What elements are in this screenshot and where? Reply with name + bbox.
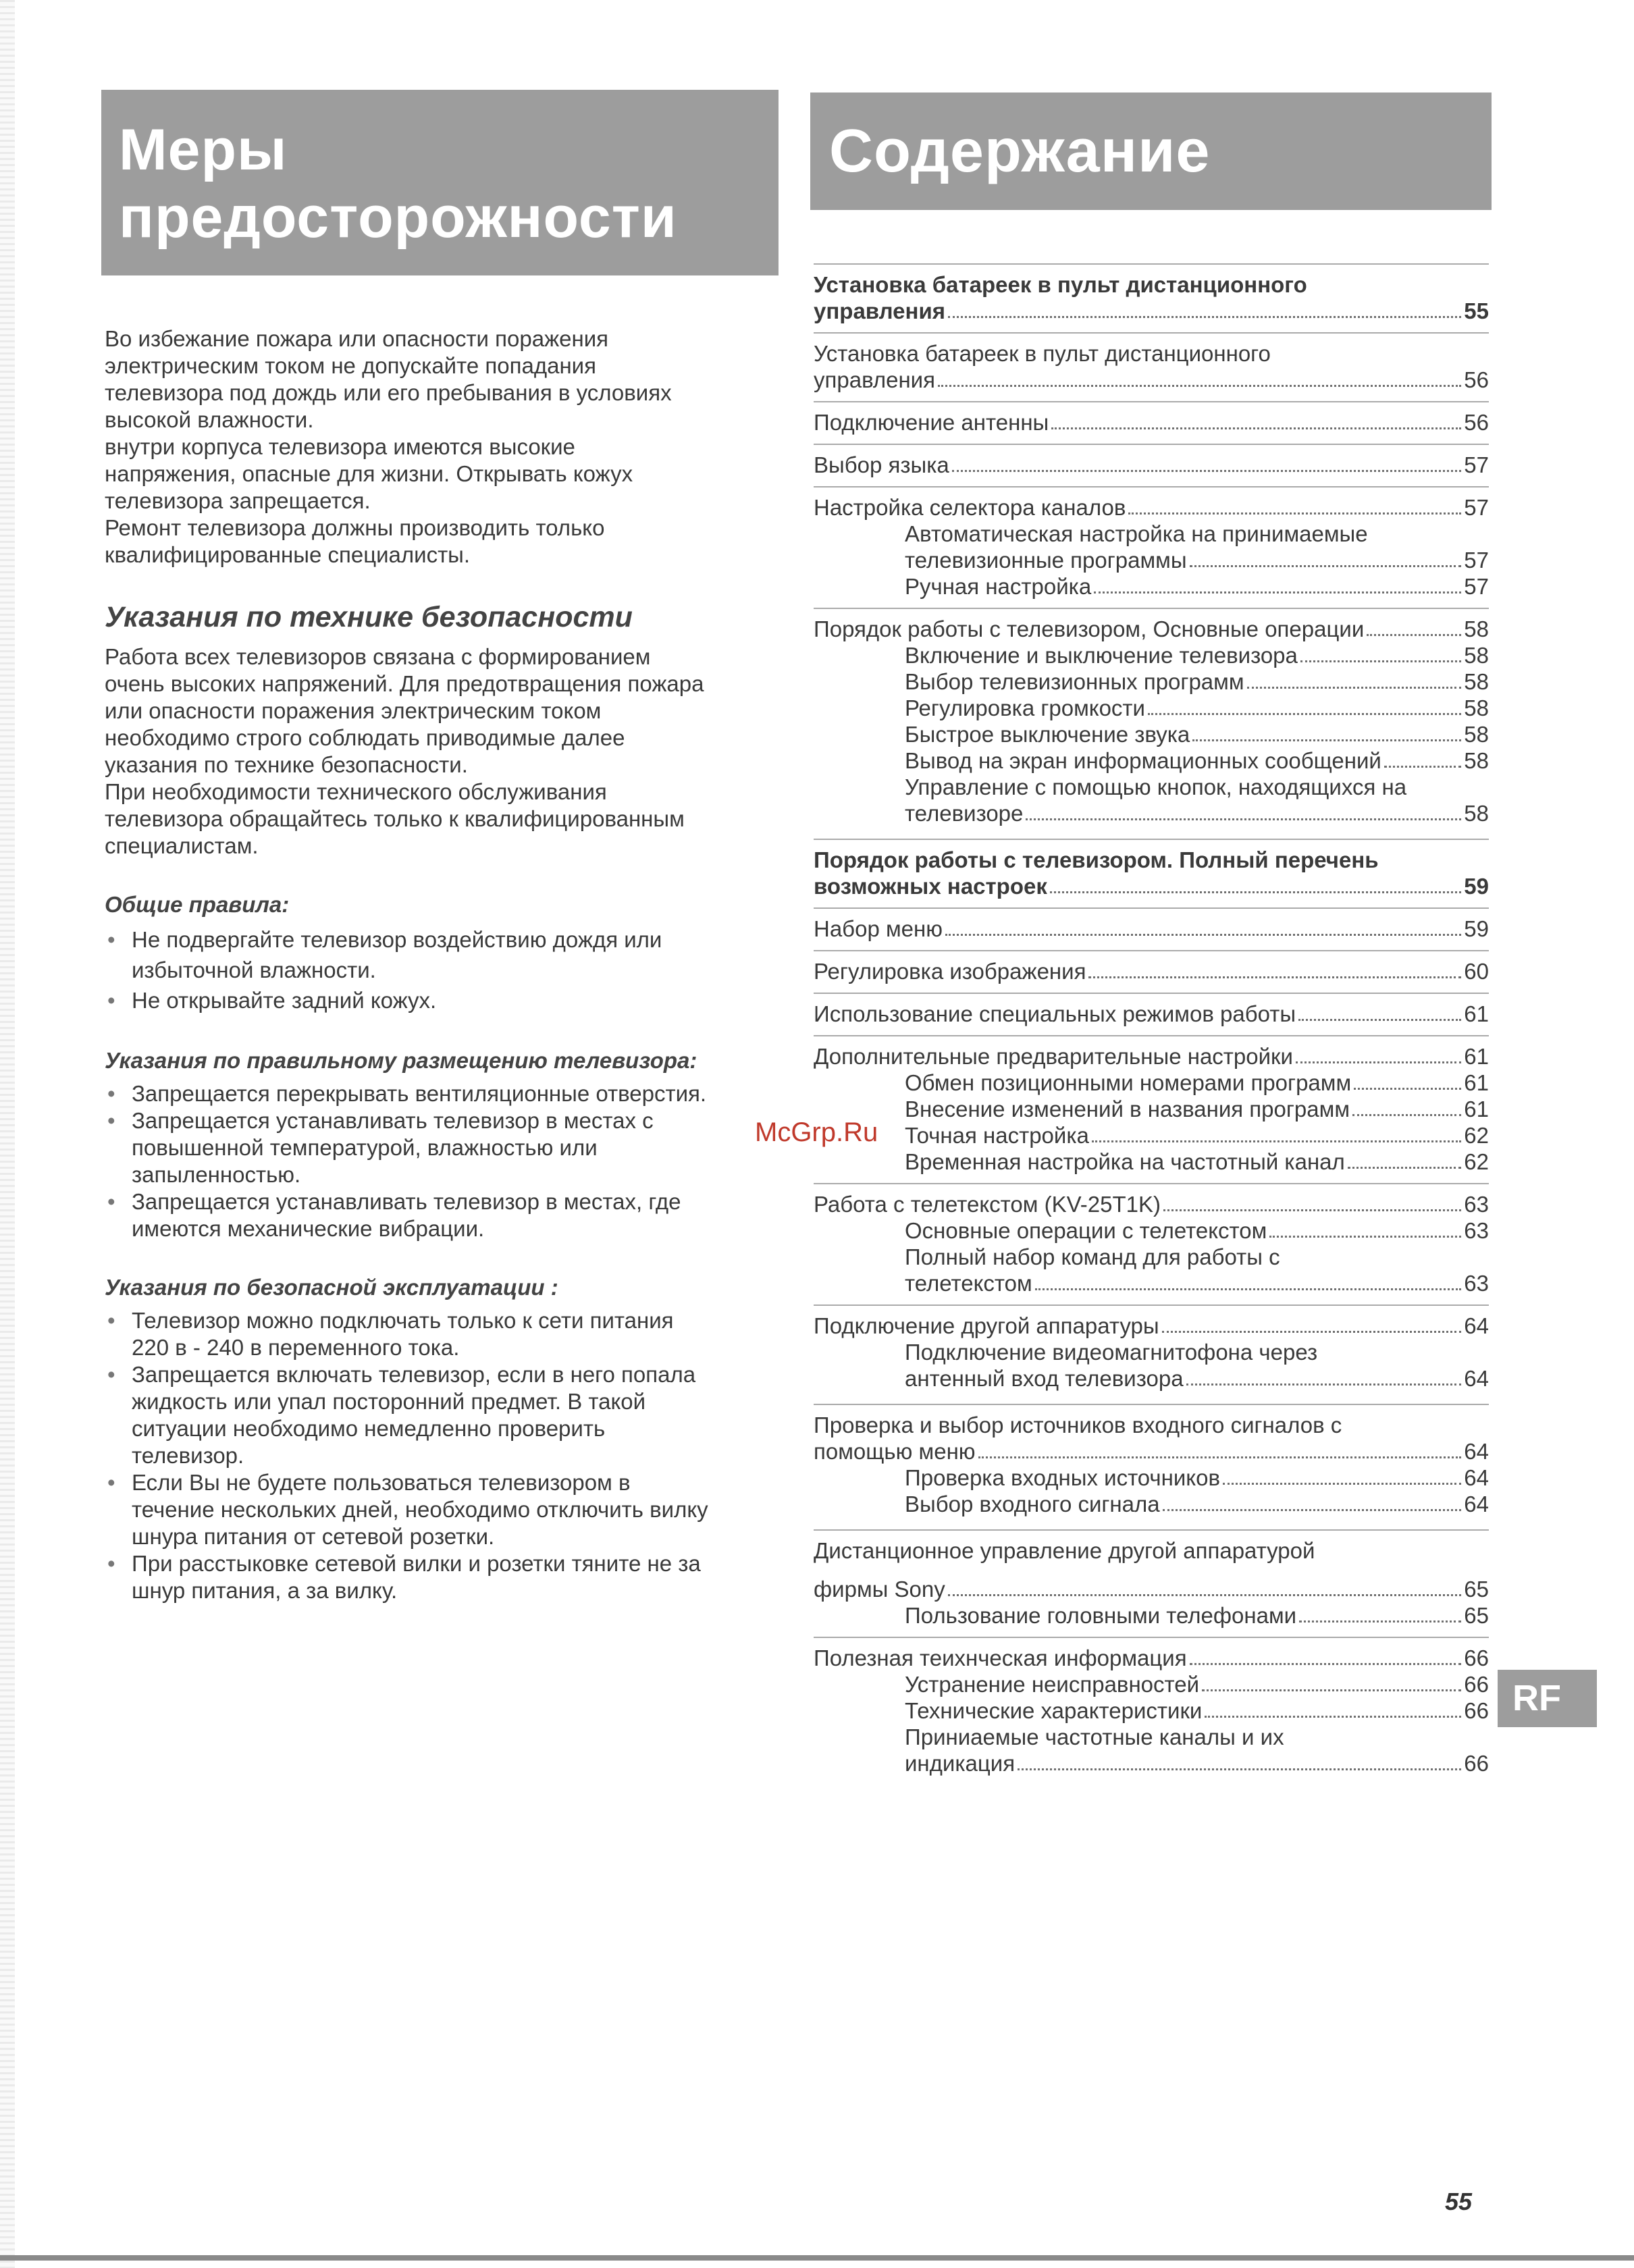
toc-subentry: Точная настройка 62 — [905, 1123, 1489, 1148]
toc-entry: управления 56 — [814, 367, 1489, 392]
toc-subentry: Выбор телевизионных программ 58 — [905, 669, 1489, 694]
toc-subentry: Быстрое выключение звука 58 — [905, 722, 1489, 747]
intro-line: телевизора запрещается. — [105, 488, 371, 513]
toc-section — [814, 907, 1489, 942]
toc-subentry: телевизионные программы 57 — [905, 548, 1489, 573]
toc-subentry: Управление с помощью кнопок, находящихся на — [905, 774, 1407, 799]
operation-list — [105, 1307, 780, 1604]
safety-line: телевизора обращайтесь только к квалифицированным — [105, 806, 685, 831]
list-item: • Запрещается устанавливать телевизор в местах, где имеются механические вибрации. — [105, 1188, 780, 1242]
toc-section — [814, 1035, 1489, 1175]
toc-entry: Подключение антенны 56 — [814, 410, 1489, 435]
toc-subentry: телевизоре 58 — [905, 801, 1489, 826]
toc-entry: Проверка и выбор источников входного сигналов с — [814, 1413, 1342, 1438]
list-item: • Запрещается устанавливать телевизор в местах с повышенной температурой, влажностью или запыленностью. — [105, 1107, 780, 1188]
toc-subentry: телетекстом 63 — [905, 1271, 1489, 1296]
toc-subentry: Устранение неисправностей 66 — [905, 1672, 1489, 1697]
list-item: • Не подвергайте телевизор воздействию дождя или избыточной влажности. — [105, 924, 780, 985]
toc-entry: помощью меню 64 — [814, 1439, 1489, 1464]
toc-section — [814, 1637, 1489, 1776]
toc-subentry: Внесение изменений в названия программ 61 — [905, 1097, 1489, 1122]
safety-heading: Указания по технике безопасности — [105, 601, 633, 633]
toc-entry: возможных настроек 59 — [814, 874, 1489, 899]
toc-subentry: Проверка входных источников 64 — [905, 1465, 1489, 1490]
toc-subentry: Ручная настройка 57 — [905, 574, 1489, 599]
toc-subentry: Обмен позиционными номерами программ 61 — [905, 1070, 1489, 1095]
intro-line: электрическим током не допускайте попадания — [105, 353, 596, 378]
intro-line: телевизора под дождь или его пребывания в условиях — [105, 380, 672, 405]
general-rules-list — [105, 924, 780, 1016]
intro-line: Во избежание пожара или опасности поражения — [105, 326, 609, 351]
toc-entry: Работа с телетекстом (KV-25T1K) 63 — [814, 1192, 1489, 1217]
list-item: • Телевизор можно подключать только к сети питания 220 в - 240 в переменного тока. — [105, 1307, 780, 1361]
intro-line: Ремонт телевизора должны производить только — [105, 515, 605, 540]
toc-section — [814, 839, 1489, 899]
toc-entry: Настройка селектора каналов 57 — [814, 495, 1489, 520]
toc-entry: Порядок работы с телевизором, Основные операции 58 — [814, 616, 1489, 641]
precautions-title-box — [101, 90, 779, 275]
safety-paragraph — [105, 643, 780, 860]
toc-entry: Дополнительные предварительные настройки 61 — [814, 1044, 1489, 1069]
list-item: • Запрещается перекрывать вентиляционные отверстия. — [105, 1080, 780, 1107]
intro-line: напряжения, опасные для жизни. Открывать кожух — [105, 461, 633, 486]
toc-section — [814, 1529, 1489, 1629]
intro-paragraph — [105, 325, 780, 569]
bottom-rule — [0, 2255, 1634, 2261]
list-item: • Если Вы не будете пользоваться телевизором в течение нескольких дней, необходимо отключить вилку шнура питания от сетевой розетки. — [105, 1469, 780, 1550]
toc-subentry: Выбор входного сигнала 64 — [905, 1492, 1489, 1517]
toc-entry: фирмы Sony 65 — [814, 1577, 1489, 1602]
toc-section — [814, 1304, 1489, 1392]
toc-section — [814, 263, 1489, 324]
safety-line: специалистам. — [105, 833, 259, 858]
toc-subentry: Приниаемые частотные каналы и их — [905, 1724, 1284, 1749]
precautions-title-line-2: предосторожности — [119, 185, 677, 250]
toc-section — [814, 608, 1489, 826]
precautions-column — [105, 325, 780, 1604]
toc-subentry: Основные операции с телетекстом 63 — [905, 1218, 1489, 1243]
intro-line: высокой влажности. — [105, 407, 314, 432]
language-tab: RF — [1498, 1670, 1597, 1727]
safety-line: При необходимости технического обслуживания — [105, 779, 607, 804]
toc-subentry: Подключение видеомагнитофона через — [905, 1340, 1318, 1365]
placement-list — [105, 1080, 780, 1242]
general-rules-heading: Общие правила: — [105, 892, 290, 917]
toc-entry: Использование специальных режимов работы 61 — [814, 1001, 1489, 1026]
scan-edge — [0, 0, 15, 2268]
safety-line: указания по технике безопасности. — [105, 752, 468, 777]
toc-subentry: Полный набор команд для работы с — [905, 1244, 1280, 1269]
toc-section — [814, 332, 1489, 393]
toc-section — [814, 993, 1489, 1027]
toc-subentry: Технические характеристики 66 — [905, 1698, 1489, 1723]
contents-title-box — [810, 93, 1492, 210]
precautions-title-line-1: Меры — [119, 117, 288, 182]
toc-subentry: Временная настройка на частотный канал 62 — [905, 1149, 1489, 1174]
toc-subentry: антенный вход телевизора 64 — [905, 1366, 1489, 1391]
page-number: 55 — [1445, 2188, 1473, 2215]
safety-line: очень высоких напряжений. Для предотвращения пожара — [105, 671, 704, 696]
toc-entry: управления 55 — [814, 298, 1489, 323]
watermark: McGrp.Ru — [755, 1117, 878, 1147]
intro-line: квалифицированные специалисты. — [105, 542, 471, 567]
safety-line: Работа всех телевизоров связана с формированием — [105, 644, 651, 669]
toc-entry: Выбор языка 57 — [814, 452, 1489, 477]
toc-section — [814, 1404, 1489, 1517]
operation-heading: Указания по безопасной эксплуатации : — [105, 1275, 558, 1300]
toc-subentry: Вывод на экран информационных сообщений 58 — [905, 748, 1489, 773]
list-item: • Не открывайте задний кожух. — [105, 985, 780, 1016]
toc-entry: Установка батареек в пульт дистанционного — [814, 272, 1307, 297]
toc-subentry: Включение и выключение телевизора 58 — [905, 643, 1489, 668]
toc-entry: Установка батареек в пульт дистанционного — [814, 341, 1271, 366]
toc-section — [814, 950, 1489, 984]
toc-entry: Полезная теихнческая информация 66 — [814, 1645, 1489, 1670]
toc-subentry: Автоматическая настройка на принимаемые — [905, 521, 1368, 546]
contents-title: Содержание — [829, 117, 1211, 185]
list-item: • Запрещается включать телевизор, если в него попала жидкость или упал посторонний предмет. В такой ситуации необходимо немедленно проверить телевизор. — [105, 1361, 780, 1469]
toc-subentry: Пользование головными телефонами 65 — [905, 1603, 1489, 1628]
placement-heading: Указания по правильному размещению телевизора: — [105, 1048, 697, 1073]
toc-section — [814, 1183, 1489, 1296]
toc-entry: Порядок работы с телевизором. Полный перечень — [814, 847, 1379, 872]
safety-line: или опасности поражения электрическим током — [105, 698, 602, 723]
intro-line: внутри корпуса телевизора имеются высокие — [105, 434, 575, 459]
table-of-contents — [814, 263, 1489, 1785]
toc-subentry: Регулировка громкости 58 — [905, 695, 1489, 720]
toc-entry: Подключение другой аппаратуры 64 — [814, 1313, 1489, 1338]
toc-section — [814, 444, 1489, 478]
toc-subentry: индикация 66 — [905, 1751, 1489, 1776]
toc-section — [814, 486, 1489, 600]
toc-entry: Набор меню 59 — [814, 916, 1489, 941]
toc-entry: Дистанционное управление другой аппаратурой — [814, 1538, 1315, 1563]
toc-entry: Регулировка изображения 60 — [814, 959, 1489, 984]
toc-section — [814, 401, 1489, 436]
list-item: • При расстыковке сетевой вилки и розетки тяните не за шнур питания, а за вилку. — [105, 1550, 780, 1604]
safety-line: необходимо строго соблюдать приводимые далее — [105, 725, 625, 750]
